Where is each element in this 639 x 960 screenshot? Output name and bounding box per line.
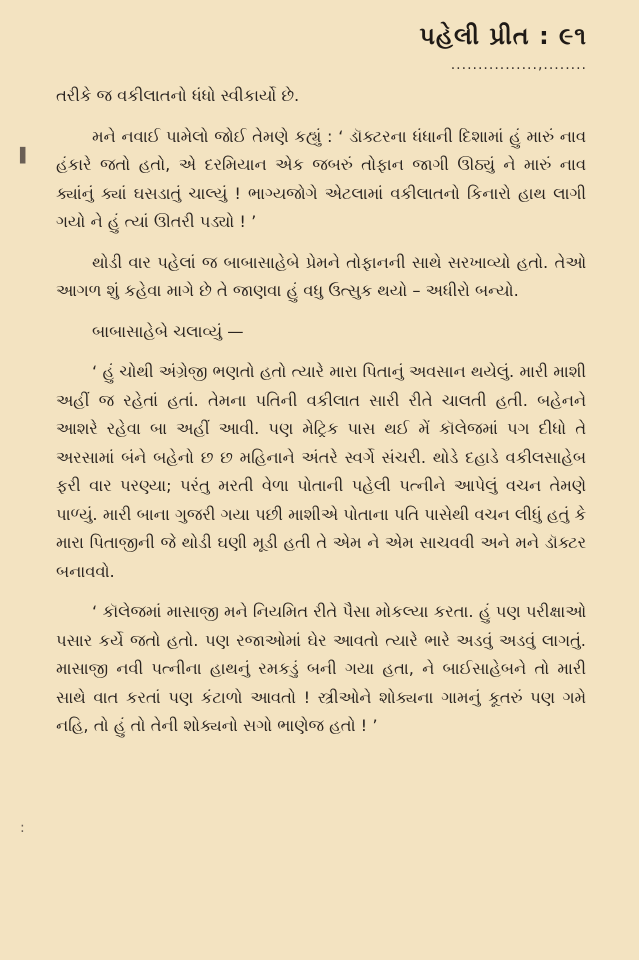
margin-mark: ▌ (20, 148, 31, 164)
paragraph: મને નવાઈ પામેલો જોઈ તેમણે કહ્યું : ‘ ડૉક્ટરના ધંધાની દિશામાં હું મારું નાવ હંકારે જતો હતો, એ દરમિયાન એક જબરું તોફાન જાગી ઊઠ્યું ને મારું નાવ ક્યાંનું ક્યાં ઘસડાતું ચાલ્યું ! ભાગ્યજોગે એટલામાં વકીલાતનો કિનારો હાથ લાગી ગયો ને હું ત્યાં ઊતરી પડ્યો ! ’ (56, 126, 586, 231)
paragraph: થોડી વાર પહેલાં જ બાબાસાહેબે પ્રેમને તોફાનની સાથે સરખાવ્યો હતો. તેઓ આગળ શું કહેવા માગે છે તે જાણવા હું વધુ ઉત્સુક થયો – અધીરો બન્યો. (56, 252, 586, 300)
paragraph: ‘ હું ચોથી અંગ્રેજી ભણતો હતો ત્યારે મારા પિતાનું અવસાન થયેલું. મારી માશી અહીં જ રહેતાં હતાં. તેમના પતિની વકીલાત સારી રીતે ચાલતી હતી. બહેનને આશરે રહેવા બા અહીં આવી. પણ મેટ્રિક પાસ થઈ મેં કૉલેજમાં પગ દીધો તે અરસામાં બંને બહેનો છ છ મહિનાને અંતરે સ્વર્ગે સંચરી. થોડે દહાડે વકીલસાહેબ ફરી વાર પરણ્યા; પરંતુ મરતી વેળા પોતાની પહેલી પત્નીને આપેલું વચન તેમણે પાળ્યું. મારી બાના ગુજરી ગયા પછી માશીએ પોતાના પતિ પાસેથી વચન લીધું હતું કે મારા પિતાજીની જે થોડી ઘણી મૂડી હતી તે એમ ને એમ સાચવવી અને મને ડૉક્ટર બનાવવો. (56, 362, 586, 581)
paragraph: ‘ કૉલેજમાં માસાજી મને નિયમિત રીતે પૈસા મોકલ્યા કરતા. હું પણ પરીક્ષાઓ પસાર કર્યે જતો હતો. પણ રજાઓમાં ઘેર આવતો ત્યારે ભારે અડવું અડવું લાગતું. માસાજી નવી પત્નીના હાથનું રમકડું બની ગયા હતા, ને બાઈસાહેબને તો મારી સાથે વાત કરતાં પણ કંટાળો આવતો ! સ્ત્રીઓને શોક્યના ગામનું કૂતરું પણ ગમે નહિ, તો હું તો તેની શોક્યનો સગો ભાણેજ હતો ! ’ (56, 602, 586, 735)
paragraph: બાબાસાહેબે ચલાવ્યું — (92, 321, 244, 341)
paragraph: તરીકે જ વકીલાતનો ધંધો સ્વીકાર્યો છે. (56, 86, 300, 105)
running-header: પહેલી પ્રીત : ૯૧ (419, 22, 587, 50)
body-text (56, 82, 586, 741)
margin-mark: : (20, 820, 25, 836)
header-dotted-rule: ................,........ (450, 57, 587, 73)
